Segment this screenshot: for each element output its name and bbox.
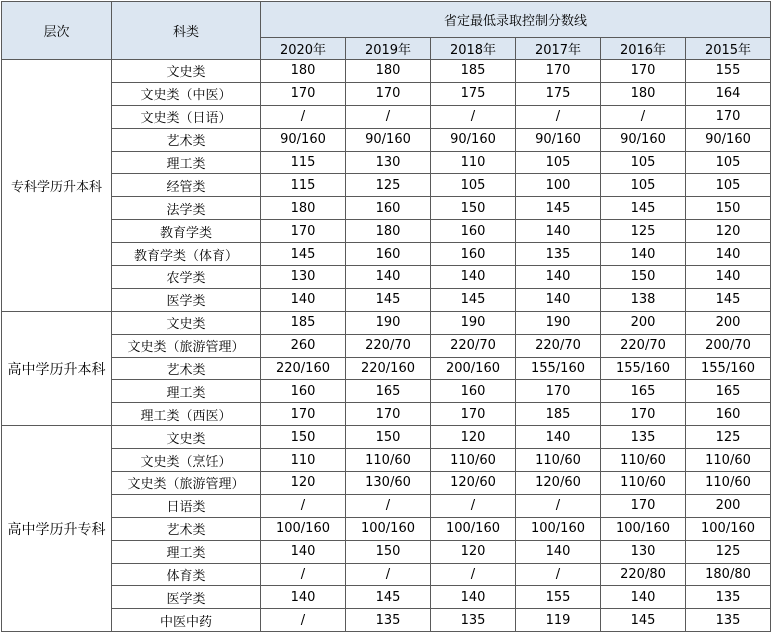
subject-cell: 文史类（旅游管理） xyxy=(112,334,261,357)
score-cell: 190 xyxy=(431,311,516,334)
score-cell: 140 xyxy=(261,288,346,311)
subject-cell: 文史类 xyxy=(112,311,261,334)
score-cell: 170 xyxy=(346,82,431,105)
score-cell: 170 xyxy=(601,60,686,83)
score-cell: 155 xyxy=(686,60,771,83)
score-cell: 165 xyxy=(686,380,771,403)
subject-cell: 文史类 xyxy=(112,426,261,449)
subject-cell: 文史类（烹饪） xyxy=(112,449,261,472)
score-cell: 130 xyxy=(261,266,346,289)
table-row xyxy=(2,82,771,105)
subject-cell: 艺术类 xyxy=(112,357,261,380)
score-cell: 160 xyxy=(686,403,771,426)
score-cell: 160 xyxy=(261,380,346,403)
score-cell: 135 xyxy=(601,426,686,449)
table-row xyxy=(2,60,771,83)
header-level: 层次 xyxy=(2,2,112,60)
score-cell: 220/70 xyxy=(431,334,516,357)
table-row xyxy=(2,540,771,563)
score-cell: 140 xyxy=(686,243,771,266)
score-cell: 100/160 xyxy=(431,517,516,540)
score-cell: 200 xyxy=(686,494,771,517)
score-cell: 120 xyxy=(261,472,346,495)
score-cell: 170 xyxy=(516,380,601,403)
score-cell: 90/160 xyxy=(601,128,686,151)
score-cell: / xyxy=(261,609,346,632)
header-year: 2020年 xyxy=(261,38,346,60)
score-cell: / xyxy=(601,105,686,128)
table-row xyxy=(2,403,771,426)
level-cell: 高中学历升专科 xyxy=(2,426,112,632)
score-cell: 90/160 xyxy=(516,128,601,151)
score-cell: 185 xyxy=(261,311,346,334)
score-cell: 105 xyxy=(601,151,686,174)
table-row xyxy=(2,380,771,403)
score-cell: 140 xyxy=(516,220,601,243)
score-cell: 140 xyxy=(346,266,431,289)
subject-cell: 理工类 xyxy=(112,151,261,174)
score-cell: 155 xyxy=(516,586,601,609)
score-cell: 135 xyxy=(686,586,771,609)
score-cell: 150 xyxy=(346,540,431,563)
table-body xyxy=(2,60,771,632)
table-row xyxy=(2,494,771,517)
subject-cell: 经管类 xyxy=(112,174,261,197)
score-cell: 160 xyxy=(431,220,516,243)
table-row xyxy=(2,105,771,128)
score-cell: 155/160 xyxy=(686,357,771,380)
score-cell: 164 xyxy=(686,82,771,105)
level-cell: 专科学历升本科 xyxy=(2,60,112,312)
header-year: 2018年 xyxy=(431,38,516,60)
score-cell: 180 xyxy=(261,60,346,83)
subject-cell: 教育学类（体育） xyxy=(112,243,261,266)
score-cell: 120 xyxy=(431,540,516,563)
score-cell: / xyxy=(516,105,601,128)
score-cell: 138 xyxy=(601,288,686,311)
table-row xyxy=(2,220,771,243)
score-cell: 105 xyxy=(686,174,771,197)
score-cell: 120 xyxy=(686,220,771,243)
header-year: 2017年 xyxy=(516,38,601,60)
score-cell: 150 xyxy=(686,197,771,220)
score-cell: 90/160 xyxy=(346,128,431,151)
subject-cell: 文史类（日语） xyxy=(112,105,261,128)
score-cell: 135 xyxy=(516,243,601,266)
subject-cell: 体育类 xyxy=(112,563,261,586)
subject-cell: 理工类（西医） xyxy=(112,403,261,426)
score-cell: 155/160 xyxy=(601,357,686,380)
score-cell: 119 xyxy=(516,609,601,632)
score-cell: 220/80 xyxy=(601,563,686,586)
table-row xyxy=(2,243,771,266)
table-row xyxy=(2,334,771,357)
score-cell: 145 xyxy=(516,197,601,220)
score-cell: 150 xyxy=(346,426,431,449)
score-cell: 105 xyxy=(431,174,516,197)
score-cell: 110 xyxy=(261,449,346,472)
score-cell: 140 xyxy=(516,288,601,311)
score-cell: 150 xyxy=(601,266,686,289)
score-cell: 110/60 xyxy=(686,472,771,495)
score-cell: 170 xyxy=(261,403,346,426)
score-cell: 165 xyxy=(346,380,431,403)
score-cell: 200/160 xyxy=(431,357,516,380)
score-cell: 140 xyxy=(601,586,686,609)
score-cell: 200 xyxy=(601,311,686,334)
score-cell: 170 xyxy=(261,82,346,105)
subject-cell: 文史类（旅游管理） xyxy=(112,472,261,495)
score-cell: 110/60 xyxy=(346,449,431,472)
score-cell: 140 xyxy=(431,266,516,289)
table-row xyxy=(2,174,771,197)
score-cell: 200/70 xyxy=(686,334,771,357)
table-row xyxy=(2,563,771,586)
level-cell: 高中学历升本科 xyxy=(2,311,112,425)
score-cell: 125 xyxy=(686,426,771,449)
table-header xyxy=(2,2,771,60)
subject-cell: 医学类 xyxy=(112,586,261,609)
score-cell: 185 xyxy=(431,60,516,83)
score-cell: / xyxy=(346,563,431,586)
score-cell: 140 xyxy=(516,426,601,449)
score-cell: 150 xyxy=(431,197,516,220)
score-cell: / xyxy=(431,563,516,586)
score-cell: 165 xyxy=(601,380,686,403)
score-cell: 110/60 xyxy=(601,449,686,472)
score-cell: 170 xyxy=(261,220,346,243)
score-cell: 180/80 xyxy=(686,563,771,586)
subject-cell: 文史类 xyxy=(112,60,261,83)
subject-cell: 理工类 xyxy=(112,540,261,563)
score-cell: 170 xyxy=(431,403,516,426)
table-row xyxy=(2,609,771,632)
score-cell: 140 xyxy=(686,266,771,289)
score-cell: / xyxy=(431,494,516,517)
score-cell: 185 xyxy=(516,403,601,426)
score-cell: / xyxy=(261,563,346,586)
table-row xyxy=(2,449,771,472)
score-cell: 260 xyxy=(261,334,346,357)
score-cell: 170 xyxy=(601,403,686,426)
score-cell: 125 xyxy=(686,540,771,563)
table-row xyxy=(2,288,771,311)
subject-cell: 文史类（中医） xyxy=(112,82,261,105)
score-table xyxy=(1,1,771,632)
score-cell: 110/60 xyxy=(601,472,686,495)
header-year: 2015年 xyxy=(686,38,771,60)
subject-cell: 日语类 xyxy=(112,494,261,517)
score-cell: 120 xyxy=(431,426,516,449)
score-cell: 135 xyxy=(686,609,771,632)
score-cell: 135 xyxy=(346,609,431,632)
score-cell: 170 xyxy=(601,494,686,517)
score-cell: 90/160 xyxy=(261,128,346,151)
table-row xyxy=(2,128,771,151)
score-cell: 100/160 xyxy=(261,517,346,540)
score-cell: 190 xyxy=(346,311,431,334)
score-cell: 145 xyxy=(346,288,431,311)
score-cell: 220/160 xyxy=(346,357,431,380)
score-cell: 140 xyxy=(261,586,346,609)
score-cell: 145 xyxy=(261,243,346,266)
score-cell: 175 xyxy=(516,82,601,105)
score-cell: 140 xyxy=(516,540,601,563)
score-cell: 105 xyxy=(686,151,771,174)
table-row xyxy=(2,311,771,334)
table-row xyxy=(2,517,771,540)
score-cell: 110 xyxy=(431,151,516,174)
score-cell: 160 xyxy=(431,380,516,403)
subject-cell: 中医中药 xyxy=(112,609,261,632)
score-cell: / xyxy=(516,563,601,586)
score-cell: 220/160 xyxy=(261,357,346,380)
subject-cell: 法学类 xyxy=(112,197,261,220)
table-row xyxy=(2,426,771,449)
score-cell: 125 xyxy=(601,220,686,243)
score-cell: 100/160 xyxy=(516,517,601,540)
table-row xyxy=(2,151,771,174)
subject-cell: 农学类 xyxy=(112,266,261,289)
score-cell: 130 xyxy=(346,151,431,174)
score-cell: 115 xyxy=(261,174,346,197)
score-cell: / xyxy=(431,105,516,128)
score-cell: 100/160 xyxy=(346,517,431,540)
score-cell: 145 xyxy=(601,609,686,632)
subject-cell: 艺术类 xyxy=(112,128,261,151)
score-cell: 130/60 xyxy=(346,472,431,495)
score-cell: 155/160 xyxy=(516,357,601,380)
score-cell: 120/60 xyxy=(431,472,516,495)
score-cell: 160 xyxy=(346,243,431,266)
score-cell: 150 xyxy=(261,426,346,449)
score-cell: 170 xyxy=(516,60,601,83)
score-cell: 170 xyxy=(686,105,771,128)
score-cell: 160 xyxy=(346,197,431,220)
score-cell: / xyxy=(516,494,601,517)
table-row xyxy=(2,472,771,495)
subject-cell: 教育学类 xyxy=(112,220,261,243)
score-cell: 180 xyxy=(346,60,431,83)
score-cell: 220/70 xyxy=(516,334,601,357)
header-year: 2019年 xyxy=(346,38,431,60)
score-cell: 180 xyxy=(261,197,346,220)
table-row xyxy=(2,266,771,289)
score-cell: 100 xyxy=(516,174,601,197)
score-cell: 145 xyxy=(686,288,771,311)
score-cell: / xyxy=(346,105,431,128)
score-cell: 90/160 xyxy=(431,128,516,151)
score-cell: 120/60 xyxy=(516,472,601,495)
score-cell: 220/70 xyxy=(346,334,431,357)
score-cell: 145 xyxy=(601,197,686,220)
header-subject: 科类 xyxy=(112,2,261,60)
header-year: 2016年 xyxy=(601,38,686,60)
score-cell: 90/160 xyxy=(686,128,771,151)
score-cell: 140 xyxy=(601,243,686,266)
score-cell: 140 xyxy=(261,540,346,563)
score-cell: / xyxy=(261,494,346,517)
score-cell: 130 xyxy=(601,540,686,563)
table-row xyxy=(2,586,771,609)
score-cell: 110/60 xyxy=(516,449,601,472)
score-cell: 160 xyxy=(431,243,516,266)
subject-cell: 医学类 xyxy=(112,288,261,311)
score-cell: 110/60 xyxy=(431,449,516,472)
table-row xyxy=(2,357,771,380)
score-cell: / xyxy=(261,105,346,128)
score-cell: 200 xyxy=(686,311,771,334)
score-cell: 140 xyxy=(516,266,601,289)
score-cell: 170 xyxy=(346,403,431,426)
score-cell: 180 xyxy=(601,82,686,105)
score-cell: 100/160 xyxy=(686,517,771,540)
score-cell: 180 xyxy=(346,220,431,243)
score-cell: 125 xyxy=(346,174,431,197)
header-group-title: 省定最低录取控制分数线 xyxy=(261,2,771,38)
score-cell: 175 xyxy=(431,82,516,105)
score-cell: 105 xyxy=(516,151,601,174)
score-cell: 135 xyxy=(431,609,516,632)
subject-cell: 艺术类 xyxy=(112,517,261,540)
score-cell: 145 xyxy=(346,586,431,609)
score-cell: / xyxy=(346,494,431,517)
score-cell: 145 xyxy=(431,288,516,311)
score-cell: 110/60 xyxy=(686,449,771,472)
score-cell: 100/160 xyxy=(601,517,686,540)
table-row xyxy=(2,197,771,220)
subject-cell: 理工类 xyxy=(112,380,261,403)
score-cell: 140 xyxy=(431,586,516,609)
score-cell: 115 xyxy=(261,151,346,174)
score-cell: 190 xyxy=(516,311,601,334)
score-cell: 105 xyxy=(601,174,686,197)
score-cell: 220/70 xyxy=(601,334,686,357)
